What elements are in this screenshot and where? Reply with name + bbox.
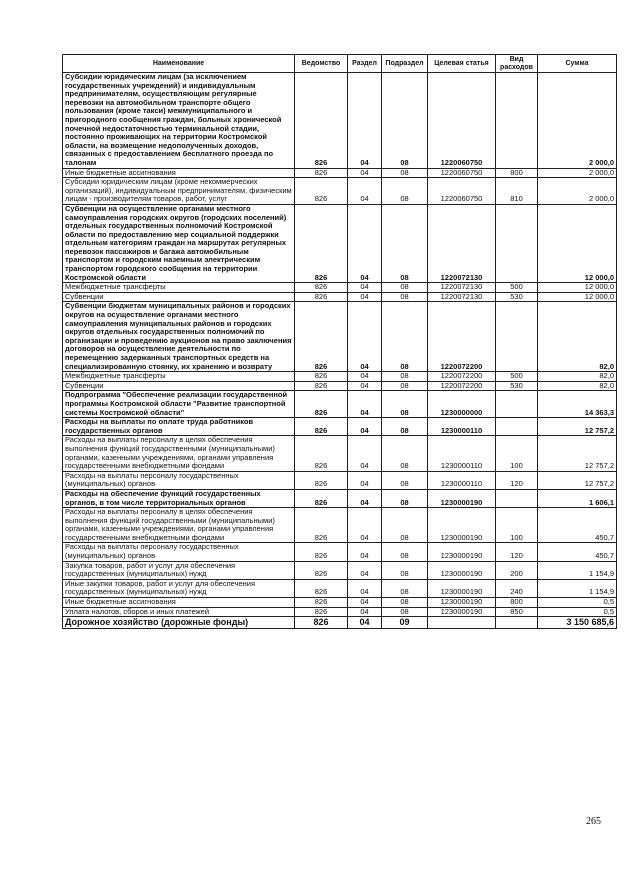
- table-row: [63, 418, 617, 436]
- cell-name: Субвенции: [63, 381, 295, 391]
- cell-section: 04: [348, 436, 382, 471]
- cell-sum: 1 154,9: [538, 579, 617, 597]
- cell-dept: 826: [295, 283, 348, 293]
- cell-name: Расходы на выплаты по оплате труда работников государственных органов: [63, 418, 295, 436]
- cell-sum: 82,0: [538, 372, 617, 382]
- cell-sum: 82,0: [538, 381, 617, 391]
- cell-section: 04: [348, 204, 382, 282]
- cell-sum: 2 000,0: [538, 73, 617, 169]
- cell-subsection: 08: [382, 607, 428, 617]
- table-row: [63, 471, 617, 489]
- cell-exptype: 810: [496, 178, 538, 205]
- cell-dept: 826: [295, 471, 348, 489]
- table-row: [63, 598, 617, 608]
- cell-name: Субвенции бюджетам муниципальных районов и городских округов на осуществление органами местного самоуправления муниципальных районов и городских округов отдельных государственных полномочий по организации и проведению аукционов на право заключения договоров на осуществление деятельности по перемещению задержанных транспортных средств на специализированную стоянку, их хранению и возврату: [63, 302, 295, 372]
- cell-sum: 82,0: [538, 302, 617, 372]
- cell-dept: 826: [295, 391, 348, 418]
- table-row: [63, 168, 617, 178]
- header-name: Наименование: [63, 55, 295, 73]
- cell-section: 04: [348, 418, 382, 436]
- cell-subsection: 08: [382, 418, 428, 436]
- cell-sum: 12 757,2: [538, 418, 617, 436]
- cell-sum: 2 000,0: [538, 168, 617, 178]
- cell-exptype: 120: [496, 543, 538, 561]
- header-section: Раздел: [348, 55, 382, 73]
- cell-subsection: 08: [382, 598, 428, 608]
- cell-subsection: 08: [382, 73, 428, 169]
- cell-dept: 826: [295, 543, 348, 561]
- cell-article: 1220072200: [428, 302, 496, 372]
- budget-table: [62, 54, 617, 629]
- cell-article: 1220072130: [428, 204, 496, 282]
- cell-exptype: 800: [496, 168, 538, 178]
- cell-dept: 826: [295, 598, 348, 608]
- cell-subsection: 08: [382, 204, 428, 282]
- cell-dept: 826: [295, 372, 348, 382]
- cell-section: 04: [348, 372, 382, 382]
- cell-name: Расходы на выплаты персоналу государственных (муниципальных) органов: [63, 471, 295, 489]
- cell-article: [428, 617, 496, 629]
- table-row: [63, 204, 617, 282]
- cell-exptype: [496, 489, 538, 507]
- table-row: [63, 73, 617, 169]
- cell-name: Расходы на выплаты персоналу государственных (муниципальных) органов: [63, 543, 295, 561]
- cell-section: 04: [348, 561, 382, 579]
- table-row: [63, 543, 617, 561]
- cell-section: 04: [348, 489, 382, 507]
- cell-sum: 1 606,1: [538, 489, 617, 507]
- cell-sum: 450,7: [538, 508, 617, 543]
- cell-article: 1230000190: [428, 579, 496, 597]
- header-subsection: Подраздел: [382, 55, 428, 73]
- cell-subsection: 08: [382, 372, 428, 382]
- table-row: [63, 302, 617, 372]
- cell-article: 1220072130: [428, 292, 496, 302]
- cell-subsection: 08: [382, 178, 428, 205]
- cell-sum: 12 000,0: [538, 292, 617, 302]
- cell-exptype: [496, 73, 538, 169]
- cell-name: Межбюджетные трансферты: [63, 283, 295, 293]
- cell-subsection: 08: [382, 283, 428, 293]
- cell-subsection: 08: [382, 381, 428, 391]
- cell-sum: 1 154,9: [538, 561, 617, 579]
- cell-sum: 0,5: [538, 598, 617, 608]
- cell-subsection: 08: [382, 579, 428, 597]
- table-row: [63, 489, 617, 507]
- cell-dept: 826: [295, 204, 348, 282]
- cell-dept: 826: [295, 418, 348, 436]
- table-body: [63, 73, 617, 629]
- page-number: 265: [586, 816, 601, 827]
- cell-name: Иные бюджетные ассигнования: [63, 598, 295, 608]
- cell-article: 1220060750: [428, 178, 496, 205]
- table-row: [63, 579, 617, 597]
- cell-sum: 0,5: [538, 607, 617, 617]
- cell-sum: 3 150 685,6: [538, 617, 617, 629]
- cell-section: 04: [348, 607, 382, 617]
- cell-sum: 450,7: [538, 543, 617, 561]
- cell-name: Расходы на выплаты персоналу в целях обеспечения выполнения функций государственными (муниципальными) органами, казенными учреждениями, органами управления государственными внебюджетными фондами: [63, 436, 295, 471]
- table-row: [63, 508, 617, 543]
- cell-name: Межбюджетные трансферты: [63, 372, 295, 382]
- cell-article: 1230000110: [428, 436, 496, 471]
- cell-dept: 826: [295, 168, 348, 178]
- cell-section: 04: [348, 381, 382, 391]
- cell-article: 1230000190: [428, 508, 496, 543]
- cell-dept: 826: [295, 436, 348, 471]
- cell-subsection: 08: [382, 302, 428, 372]
- cell-section: 04: [348, 391, 382, 418]
- cell-article: 1220072200: [428, 372, 496, 382]
- cell-article: 1230000110: [428, 418, 496, 436]
- cell-exptype: [496, 302, 538, 372]
- cell-dept: 826: [295, 607, 348, 617]
- cell-section: 04: [348, 471, 382, 489]
- cell-exptype: 100: [496, 436, 538, 471]
- table-row: [63, 381, 617, 391]
- cell-dept: 826: [295, 292, 348, 302]
- cell-name: Расходы на выплаты персоналу в целях обеспечения выполнения функций государственными (муниципальными) органами, казенными учреждениями, органами управления государственными внебюджетными фондами: [63, 508, 295, 543]
- cell-sum: 12 000,0: [538, 283, 617, 293]
- cell-subsection: 08: [382, 561, 428, 579]
- table-row: [63, 617, 617, 629]
- cell-sum: 2 000,0: [538, 178, 617, 205]
- header-dept: Ведомство: [295, 55, 348, 73]
- cell-exptype: 800: [496, 598, 538, 608]
- cell-dept: 826: [295, 579, 348, 597]
- cell-subsection: 08: [382, 391, 428, 418]
- cell-dept: 826: [295, 73, 348, 169]
- cell-exptype: 500: [496, 283, 538, 293]
- cell-subsection: 08: [382, 489, 428, 507]
- cell-subsection: 08: [382, 471, 428, 489]
- table-row: [63, 292, 617, 302]
- cell-name: Подпрограмма "Обеспечение реализации государственной программы Костромской области "Развитие транспортной системы Костромской области": [63, 391, 295, 418]
- cell-exptype: 530: [496, 292, 538, 302]
- cell-sum: 12 000,0: [538, 204, 617, 282]
- cell-name: Расходы на обеспечение функций государственных органов, в том числе территориальных органов: [63, 489, 295, 507]
- table-row: [63, 178, 617, 205]
- cell-section: 04: [348, 302, 382, 372]
- cell-subsection: 08: [382, 508, 428, 543]
- cell-section: 04: [348, 73, 382, 169]
- table-row: [63, 391, 617, 418]
- cell-name: Субсидии юридическим лицам (кроме некоммерческих организаций), индивидуальным предпринимателям, физическим лицам - производителям товаров, работ, услуг: [63, 178, 295, 205]
- cell-article: 1230000190: [428, 561, 496, 579]
- cell-exptype: 120: [496, 471, 538, 489]
- cell-dept: 826: [295, 178, 348, 205]
- cell-section: 04: [348, 579, 382, 597]
- cell-dept: 826: [295, 508, 348, 543]
- table-row: [63, 607, 617, 617]
- cell-section: 04: [348, 178, 382, 205]
- cell-sum: 14 363,3: [538, 391, 617, 418]
- cell-name: Уплата налогов, сборов и иных платежей: [63, 607, 295, 617]
- cell-section: 04: [348, 283, 382, 293]
- cell-name: Закупка товаров, работ и услуг для обеспечения государственных (муниципальных) нужд: [63, 561, 295, 579]
- cell-exptype: [496, 204, 538, 282]
- cell-name: Субвенции на осуществление органами местного самоуправления городских округов (городских поселений) отдельных государственных полномочий Костромской области по предоставлению мер социальной поддержки отдельным категориям граждан на маршрутах регулярных перевозок пассажиров и багажа автомобильным транспортом и городским наземным электрическим транспортом городского сообщения на территории Костромской области: [63, 204, 295, 282]
- cell-exptype: 240: [496, 579, 538, 597]
- cell-name: Иные бюджетные ассигнования: [63, 168, 295, 178]
- cell-section: 04: [348, 508, 382, 543]
- cell-subsection: 09: [382, 617, 428, 629]
- cell-exptype: 200: [496, 561, 538, 579]
- header-exptype: Вид расходов: [496, 55, 538, 73]
- table-row: [63, 436, 617, 471]
- cell-subsection: 08: [382, 436, 428, 471]
- cell-section: 04: [348, 598, 382, 608]
- cell-article: 1230000190: [428, 543, 496, 561]
- cell-sum: 12 757,2: [538, 436, 617, 471]
- cell-exptype: [496, 418, 538, 436]
- table-row: [63, 372, 617, 382]
- cell-dept: 826: [295, 302, 348, 372]
- table-row: [63, 561, 617, 579]
- table-row: [63, 283, 617, 293]
- table-header-row: [63, 55, 617, 73]
- cell-subsection: 08: [382, 292, 428, 302]
- cell-exptype: 500: [496, 372, 538, 382]
- cell-exptype: 850: [496, 607, 538, 617]
- cell-article: 1230000000: [428, 391, 496, 418]
- cell-article: 1230000190: [428, 598, 496, 608]
- cell-name: Субсидии юридическим лицам (за исключением государственных учреждений) и индивидуальным предпринимателям, осуществляющим регулярные перевозки на автомобильном транспорте общего пользования (кроме такси) межмуниципального и пригородного сообщения граждан, больных хронической почечной недостаточностью терминальной стадии, постоянно проживающих на территории Костромской области, на возмещение недополученных доходов, связанных с предоставлением бесплатного проезда по талонам: [63, 73, 295, 169]
- cell-section: 04: [348, 168, 382, 178]
- cell-section: 04: [348, 617, 382, 629]
- cell-subsection: 08: [382, 543, 428, 561]
- cell-name: Иные закупки товаров, работ и услуг для обеспечения государственных (муниципальных) нужд: [63, 579, 295, 597]
- cell-dept: 826: [295, 617, 348, 629]
- header-article: Целевая статья: [428, 55, 496, 73]
- cell-section: 04: [348, 543, 382, 561]
- cell-section: 04: [348, 292, 382, 302]
- cell-exptype: [496, 391, 538, 418]
- cell-name: Дорожное хозяйство (дорожные фонды): [63, 617, 295, 629]
- cell-dept: 826: [295, 381, 348, 391]
- cell-name: Субвенции: [63, 292, 295, 302]
- cell-article: 1230000110: [428, 471, 496, 489]
- cell-article: 1220072130: [428, 283, 496, 293]
- cell-article: 1220060750: [428, 73, 496, 169]
- cell-sum: 12 757,2: [538, 471, 617, 489]
- cell-article: 1230000190: [428, 607, 496, 617]
- cell-exptype: 530: [496, 381, 538, 391]
- cell-dept: 826: [295, 489, 348, 507]
- cell-subsection: 08: [382, 168, 428, 178]
- cell-dept: 826: [295, 561, 348, 579]
- cell-article: 1220072200: [428, 381, 496, 391]
- cell-article: 1230000190: [428, 489, 496, 507]
- header-sum: Сумма: [538, 55, 617, 73]
- cell-exptype: 100: [496, 508, 538, 543]
- cell-exptype: [496, 617, 538, 629]
- cell-article: 1220060750: [428, 168, 496, 178]
